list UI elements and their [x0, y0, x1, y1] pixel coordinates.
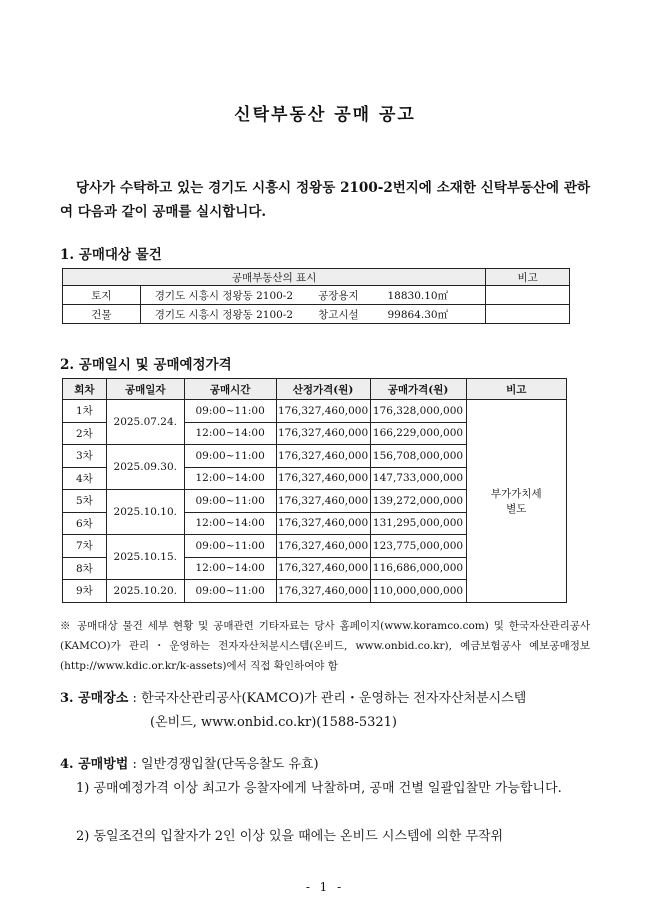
time-header: 공매시간	[184, 379, 276, 400]
round-cell: 7차	[63, 535, 107, 558]
section3-text: : 한국자산관리공사(KAMCO)가 관리・운영하는 전자자산처분시스템	[128, 691, 527, 706]
time-cell: 09:00~11:00	[184, 490, 276, 513]
date-header: 공매일자	[106, 379, 184, 400]
time-cell: 12:00~14:00	[184, 422, 276, 445]
time-cell: 12:00~14:00	[184, 557, 276, 580]
time-cell: 09:00~11:00	[184, 580, 276, 603]
appraised-cell: 176,327,460,000	[276, 557, 370, 580]
date-cell: 2025.09.30.	[106, 445, 184, 490]
intro-paragraph: 당사가 수탁하고 있는 경기도 시흥시 정왕동 2100-2번지에 소재한 신탁부동산에 관하여 다음과 같이 공매를 실시합니다.	[60, 180, 590, 220]
price-cell: 123,775,000,000	[370, 535, 466, 558]
table-row	[63, 286, 570, 305]
round-header: 회차	[63, 379, 107, 400]
price-cell: 116,686,000,000	[370, 557, 466, 580]
section2-heading: 2. 공매일시 및 공매예정가격	[60, 357, 232, 373]
table-row	[63, 305, 570, 324]
date-cell: 2025.10.15.	[106, 535, 184, 580]
round-cell: 3차	[63, 445, 107, 468]
appraised-cell: 176,327,460,000	[276, 445, 370, 468]
date-cell: 2025.10.20.	[106, 580, 184, 603]
vat-remark	[466, 400, 567, 603]
price-cell: 110,000,000,000	[370, 580, 466, 603]
property-use: 공장용지	[318, 289, 359, 302]
time-cell: 12:00~14:00	[184, 512, 276, 535]
appraised-cell: 176,327,460,000	[276, 512, 370, 535]
round-cell: 2차	[63, 422, 107, 445]
section4-label: 4. 공매방법	[60, 757, 129, 772]
section3-continuation: (온비드, www.onbid.co.kr)(1588-5321)	[150, 715, 397, 730]
section3	[60, 687, 590, 711]
appraised-cell: 176,327,460,000	[276, 400, 370, 423]
appraised-header: 산정가격(원)	[276, 379, 370, 400]
property-header: 공매부동산의 표시	[63, 269, 486, 286]
time-cell: 09:00~11:00	[184, 535, 276, 558]
price-cell: 147,733,000,000	[370, 467, 466, 490]
property-area: 18830.10㎡	[387, 289, 449, 302]
price-cell: 139,272,000,000	[370, 490, 466, 513]
property-address: 경기도 시흥시 정왕동 2100-2	[154, 289, 294, 302]
property-description	[140, 286, 485, 305]
property-note	[486, 305, 570, 324]
vat-remark-line1: 부가가치세	[490, 487, 542, 500]
time-cell: 09:00~11:00	[184, 445, 276, 468]
appraised-cell: 176,327,460,000	[276, 422, 370, 445]
price-header: 공매가격(원)	[370, 379, 466, 400]
appraised-cell: 176,327,460,000	[276, 490, 370, 513]
method-item-1: 1) 공매예정가격 이상 최고가 응찰자에게 낙찰하며, 공매 건별 일괄입찰만 가능합니다.	[76, 781, 562, 796]
price-cell: 131,295,000,000	[370, 512, 466, 535]
round-cell: 4차	[63, 467, 107, 490]
round-cell: 9차	[63, 580, 107, 603]
remarks-header: 비고	[466, 379, 567, 400]
property-area: 99864.30㎡	[387, 308, 449, 321]
page-number: - 1 -	[305, 880, 345, 894]
section1-heading: 1. 공매대상 물건	[60, 247, 162, 263]
round-cell: 5차	[63, 490, 107, 513]
auction-schedule-table	[62, 378, 567, 603]
property-type: 토지	[63, 286, 141, 305]
property-address: 경기도 시흥시 정왕동 2100-2	[154, 308, 294, 321]
appraised-cell: 176,327,460,000	[276, 535, 370, 558]
time-cell: 09:00~11:00	[184, 400, 276, 423]
vat-remark-line2: 별도	[506, 502, 527, 515]
table-row	[63, 400, 567, 423]
property-description	[140, 305, 485, 324]
round-cell: 6차	[63, 512, 107, 535]
footnote: ※ 공매대상 물건 세부 현황 및 공매관련 기타자료는 당사 홈페이지(www.koramco.com) 및 한국자산관리공사(KAMCO)가 관리・운영하는 전자자산처분시스템(온비드, www.onbid.co.kr), 예금보험공사 예보공매정보(http://www.kdic.or.kr/k-assets)에서 직접 확인하여야 함	[60, 620, 590, 672]
property-note	[486, 286, 570, 305]
round-cell: 1차	[63, 400, 107, 423]
date-cell: 2025.07.24.	[106, 400, 184, 445]
remarks-header: 비고	[486, 269, 570, 286]
price-cell: 166,229,000,000	[370, 422, 466, 445]
section4	[60, 753, 590, 777]
appraised-cell: 176,327,460,000	[276, 467, 370, 490]
price-cell: 176,328,000,000	[370, 400, 466, 423]
appraised-cell: 176,327,460,000	[276, 580, 370, 603]
property-use: 창고시설	[318, 308, 359, 321]
property-type: 건물	[63, 305, 141, 324]
round-cell: 8차	[63, 557, 107, 580]
notice-title: 신탁부동산 공매 공고	[234, 105, 416, 125]
time-cell: 12:00~14:00	[184, 467, 276, 490]
method-item-2: 2) 동일조건의 입찰자가 2인 이상 있을 때에는 온비드 시스템에 의한 무작위	[76, 829, 504, 844]
section4-text: : 일반경쟁입찰(단독응찰도 유효)	[128, 757, 319, 772]
price-cell: 156,708,000,000	[370, 445, 466, 468]
property-table	[62, 268, 570, 324]
section3-label: 3. 공매장소	[60, 691, 129, 706]
date-cell: 2025.10.10.	[106, 490, 184, 535]
